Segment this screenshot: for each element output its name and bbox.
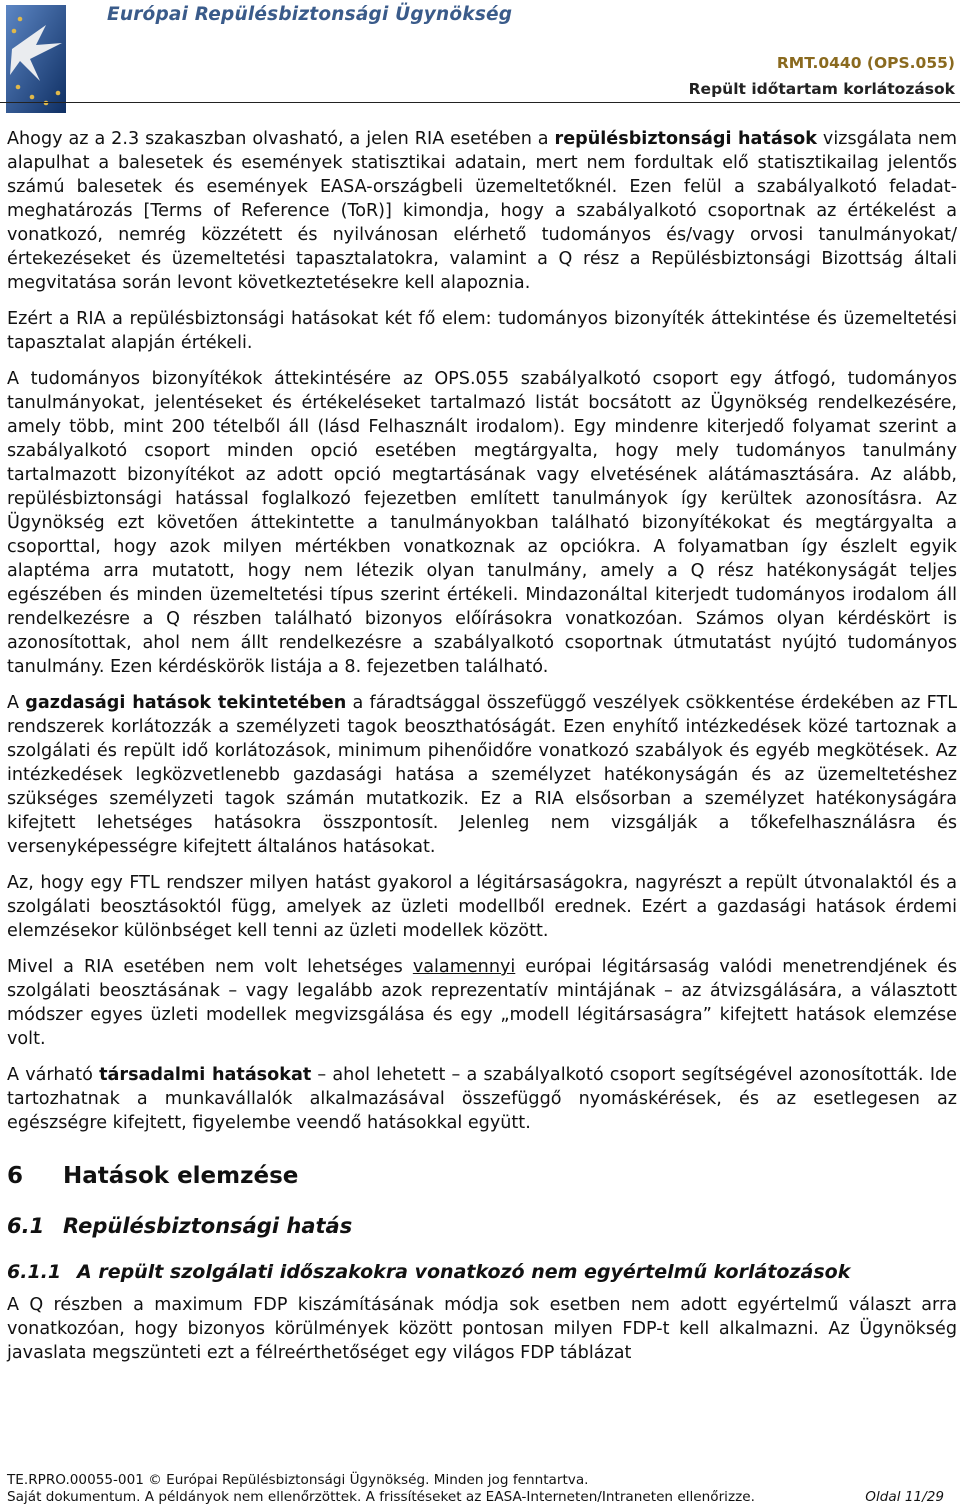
- subsubsection-heading: [7, 1259, 957, 1285]
- underlined-term: valamennyi: [412, 957, 516, 977]
- text: európai légitársaság valódi menetrendjének és szolgálati beosztásának – vagy legalább azok reprezentatív mintájának – az átvizsgálására, a választott módszer egyes üzleti modellek megvizsgálása és egy „modell légitársaságra” kifejtett hatások elemzése volt.: [7, 957, 957, 1049]
- paragraph: [7, 127, 957, 295]
- paragraph: A tudományos bizonyítékok áttekintésére az OPS.055 szabályalkotó csoport egy átfogó, tudományos tanulmányokat, jelentéseket és értékeléseket tartalmazó listát bocsátott az Ügynökség rendelkezésére, amely több, mint 200 tételből áll (lásd Felhasznált irodalom). Egy mindenre kiterjedő folyamat szerint a szabályalkotó csoport minden opció esetében megtárgyalta, hogy mely tudományos tanulmány tartalmazott bizonyítékot az adott opció megtartásának vagy elvetésének alátámasztására. Az alább, repülésbiztonsági hatással foglalkozó fejezetben említett tanulmányok így kerültek azonosításra. Az Ügynökség ezt követően áttekintette a tanulmányokban található bizonyítékokat és megtárgyalta a csoporttal, hogy azok milyen mértékben vonatkoznak az opciókra. A folyamatban így észlelt egyik alaptéma arra mutatott, hogy nem létezik olyan tanulmány, amely a Q rész hatékonyságát teljes egészében és minden üzemeltetési típus szerint értékeli. Mindazonáltal kiterjedt tudományos irodalom áll rendelkezésre a Q részben található bizonyos előírásokra vonatkozóan. Számos olyan kérdéskört is azonosítottak, ahol nem állt rendelkezésre a szabályalkotó csoportnak útmutatást nyújtó tudományos tanulmány. Ezen kérdéskörök listája a 8. fejezetben található.: [7, 369, 957, 677]
- paragraph: [7, 1063, 957, 1135]
- bold-term: repülésbiztonsági hatások: [554, 129, 817, 149]
- subsection-heading: [7, 1211, 957, 1241]
- subsection-number: 6.1: [7, 1214, 45, 1238]
- section-title: Hatások elemzése: [63, 1163, 299, 1189]
- subsubsection-title: A repült szolgálati időszakokra vonatkozó nem egyértelmű korlátozások: [77, 1261, 851, 1283]
- agency-name: Európai Repülésbiztonsági Ügynökség: [107, 4, 513, 25]
- header-divider: [0, 102, 960, 103]
- document-title: Repült időtartam korlátozások: [688, 80, 955, 98]
- easa-logo-icon: [6, 5, 66, 113]
- control-notice: Saját dokumentum. A példányok nem ellenőrzöttek. A frissítéseket az EASA-Interneten/Intraneten ellenőrizze.: [7, 1489, 755, 1505]
- document-reference: [689, 50, 955, 102]
- section-heading: [7, 1161, 957, 1191]
- text: – ahol lehetett – a szabályalkotó csoport segítségével azonosították. Ide tartozhatnak a munkavállalók alkalmazásával összefüggő nyomáskérések, és az esetlegesen az egészségre kifejtett, figyelembe veendő hatásokkal együtt.: [7, 1065, 957, 1133]
- paragraph: A Q részben a maximum FDP kiszámításának módja sok esetben nem adott egyértelmű választ arra vonatkozóan, hogy bizonyos körülmények között pontosan milyen FDP-t kell alkalmazni. Az Ügynökség javaslata megszünteti ezt a félreérthetőséget egy világos FDP táblázat: [7, 1295, 957, 1363]
- text: A: [7, 693, 26, 713]
- text: A várható: [7, 1065, 100, 1085]
- document-number: RMT.0440 (OPS.055): [776, 54, 955, 72]
- copyright-line: TE.RPRO.00055-001 © Európai Repülésbiztonsági Ügynökség. Minden jog fenntartva.: [7, 1472, 589, 1488]
- document-body: [7, 127, 957, 1377]
- text: Mivel a RIA esetében nem volt lehetséges: [7, 957, 413, 977]
- page-footer: [7, 1472, 944, 1506]
- paragraph: [7, 955, 957, 1051]
- bold-term: társadalmi hatásokat: [99, 1065, 312, 1085]
- section-number: 6: [7, 1163, 24, 1189]
- text: a fáradtsággal összefüggő veszélyek csökkentése érdekében az FTL rendszerek korlátozzák a személyzeti tagok beoszthatóságát. Ezen enyhítő intézkedések közé tartoznak a szolgálati és repült idő korlátozások, minimum pihenőidőre vonatkozó szabályok és egyéb megkötések. Az intézkedések legközvetlenebb gazdasági hatása a személyzet hatékonyságán és az üzemeltetéshez szükséges személyzeti tagok számán mutatkozik. Ez a RIA elsősorban a személyzet hatékonyságára kifejtett lehetséges hatásokra összpontosít. Jelenleg nem vizsgálják a tőkefelhasználásra és versenyképességre kifejtett általános hatásokat.: [7, 693, 958, 857]
- text: Ahogy az a 2.3 szakaszban olvasható, a jelen RIA esetében a: [7, 129, 555, 149]
- paragraph: [7, 691, 957, 859]
- paragraph: Az, hogy egy FTL rendszer milyen hatást gyakorol a légitársaságokra, nagyrészt a repült útvonalaktól és a szolgálati beosztásoktól függ, amelyek az üzleti modellből erednek. Ezért a gazdasági hatások érdemi elemzésekor különbséget kell tenni az üzleti modellek között.: [7, 873, 957, 941]
- page-number: Oldal 11/29: [865, 1489, 944, 1505]
- subsection-title: Repülésbiztonsági hatás: [63, 1214, 353, 1238]
- subsubsection-number: 6.1.1: [7, 1261, 62, 1283]
- text: vizsgálata nem alapulhat a balesetek és események statisztikai adatain, mert nem fordultak elő statisztikailag jelentős számú balesetek és események EASA-országbeli üzemeltetőknél. Ezen felül a szabályalkotó feladat-meghatározás [Terms of Reference (ToR)] kimondja, hogy a szabályalkotó csoportnak az értékelést a vonatkozó, nemrég közzétett és nyilvánosan elérhető tudományos és/vagy orvosi tanulmányokat/értekezéseket és üzemeltetési tapasztalatokra, valamint a Q rész a Repülésbiztonsági Bizottság általi megvitatása során levont következtetésekre kell alapoznia.: [7, 129, 957, 293]
- paragraph: Ezért a RIA a repülésbiztonsági hatásokat két fő elem: tudományos bizonyíték áttekintése és üzemeltetési tapasztalat alapján értékeli.: [7, 309, 957, 353]
- bold-term: gazdasági hatások tekintetében: [25, 693, 347, 713]
